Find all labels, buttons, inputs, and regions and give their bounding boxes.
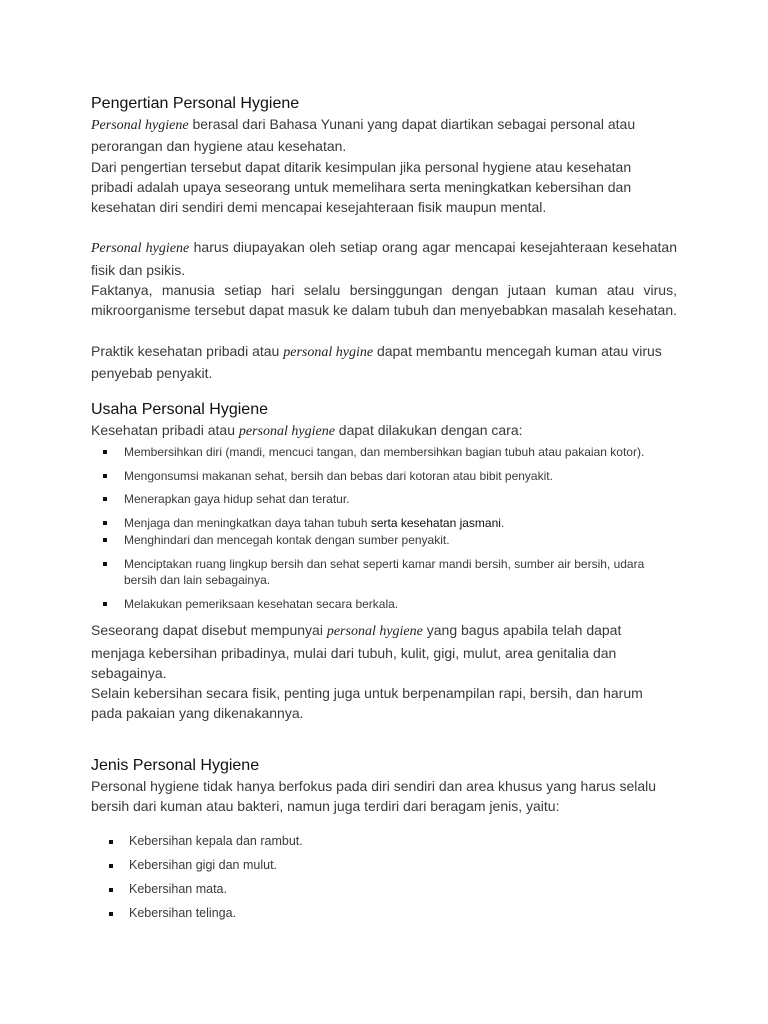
list-item: Kebersihan gigi dan mulut. [91,857,677,874]
usaha-list [91,444,677,612]
paragraph-appearance: Selain kebersihan secara fisik, penting juga untuk berpenampilan rapi, bersih, dan harum pada pakaian yang dikenakannya. [91,685,643,722]
term-personal-hygiene: personal hygiene [326,624,423,640]
heading-jenis: Jenis Personal Hygiene [91,757,260,774]
list-item: Kebersihan mata. [91,881,677,898]
list-item: Mengonsumsi makanan sehat, bersih dan bebas dari kotoran atau bibit penyakit. [91,468,677,485]
paragraph-good-hygiene: Seseorang dapat disebut mempunyai personal hygiene yang bagus apabila telah dapat menjaga kebersihan pribadinya, mulai dari tubuh, kulit, gigi, mulut, area genitalia dan sebagainya. [91,622,622,681]
list-item: Menerapkan gaya hidup sehat dan teratur. [91,491,677,508]
section-jenis [91,756,677,929]
heading-usaha: Usaha Personal Hygiene [91,401,268,418]
paragraph-effort: Personal hygiene harus diupayakan oleh setiap orang agar mencapai kesejahteraan kesehatan fisik dan psikis. [91,239,677,278]
section-usaha [91,400,677,724]
heading-pengertian: Pengertian Personal Hygiene [91,95,300,112]
term-personal-hygiene: Personal hygiene [91,241,190,257]
paragraph-fact: Faktanya, manusia setiap hari selalu bersinggungan dengan jutaan kuman atau virus, mikroorganisme tersebut dapat masuk ke dalam tubuh dan menyebabkan masalah kesehatan. [91,282,678,319]
term-personal-hygine: personal hygine [283,344,374,360]
list-item: Menciptakan ruang lingkup bersih dan sehat seperti kamar mandi bersih, sumber air bersih, udara bersih dan lain sebagainya. [91,556,677,589]
blank-line [91,217,677,237]
paragraph-conclusion: Dari pengertian tersebut dapat ditarik kesimpulan jika personal hygiene atau kesehatan pribadi adalah upaya seseorang untuk memelihara serta meningkatkan kebersihan dan kesehatan diri sendiri demi mencapai kesejahteraan fisik maupun mental. [91,158,632,216]
list-item: Menjaga dan meningkatkan daya tahan tubuh serta kesehatan jasmani. [91,515,677,532]
term-personal-hygiene: personal hygiene [238,424,335,439]
list-item: Menghindari dan mencegah kontak dengan sumber penyakit. [91,532,677,549]
blank-line [91,321,677,341]
section-pengertian [91,94,677,383]
paragraph-jenis-intro: Personal hygiene tidak hanya berfokus pada diri sendiri dan area khusus yang harus selalu bersih dari kuman atau bakteri, namun juga terdiri dari beragam jenis, yaitu: [91,778,657,815]
list-item: Membersihkan diri (mandi, mencuci tangan, dan membersihkan bagian tubuh atau pakaian kotor). [91,444,677,461]
list-item: Melakukan pemeriksaan kesehatan secara berkala. [91,596,677,613]
paragraph-definition: Personal hygiene berasal dari Bahasa Yunani yang dapat diartikan sebagai personal atau perorangan dan hygiene atau kesehatan. [91,116,636,155]
jenis-list [91,833,677,922]
list-item: Kebersihan kepala dan rambut. [91,833,677,850]
term-personal-hygiene: Personal hygiene [91,118,189,133]
paragraph-usaha-intro: Kesehatan pribadi atau personal hygiene dapat dilakukan dengan cara: [91,422,523,439]
list-item: Kebersihan telinga. [91,905,677,922]
paragraph-practice: Praktik kesehatan pribadi atau personal hygine dapat membantu mencegah kuman atau virus penyebab penyakit. [91,342,662,381]
